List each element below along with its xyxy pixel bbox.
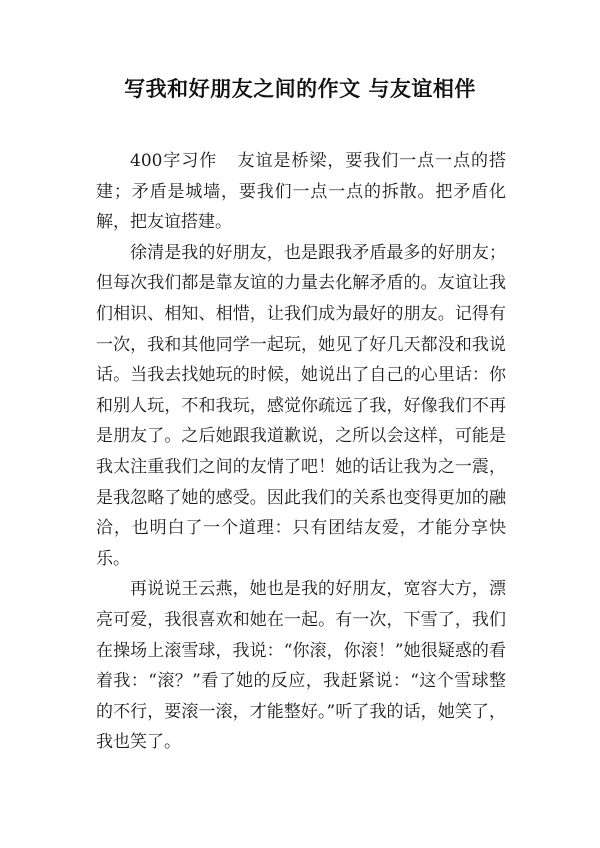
document-body [96, 146, 506, 758]
paragraph-intro [96, 146, 506, 238]
lead-label: 400字习作 [130, 151, 218, 171]
paragraph-wang-yunyan: 再说说王云燕，她也是我的好朋友，宽容大方，漂亮可爱，我很喜欢和她在一起。有一次，下雪了，我们在操场上滚雪球，我说：“你滚，你滚！”她很疑惑的看着我：“滚？”看了她的反应，我赶紧说：“这个雪球整的不行，要滚一滚，才能整好。”听了我的话，她笑了，我也笑了。 [96, 579, 506, 753]
paragraph-text: 友谊是桥梁，要我们一点一点的搭建；矛盾是城墙，要我们一点一点的拆散。把矛盾化解，把友谊搭建。 [96, 151, 506, 233]
paragraph-xu-qing: 徐清是我的好朋友，也是跟我矛盾最多的好朋友；但每次我们都是靠友谊的力量去化解矛盾的。友谊让我们相识、相知、相惜，让我们成为最好的朋友。记得有一次，我和其他同学一起玩，她见了好几天都没和我说话。当我去找她玩的时候，她说出了自己的心里话：你和别人玩，不和我玩，感觉你疏远了我，好像我们不再是朋友了。之后她跟我道歉说，之所以会这样，可能是我太注重我们之间的友情了吧！她的话让我为之一震，是我忽略了她的感受。因此我们的关系也变得更加的融洽，也明白了一个道理：只有团结友爱，才能分享快乐。 [96, 242, 506, 569]
document-title: 写我和好朋友之间的作文 与友谊相伴 [124, 77, 476, 101]
